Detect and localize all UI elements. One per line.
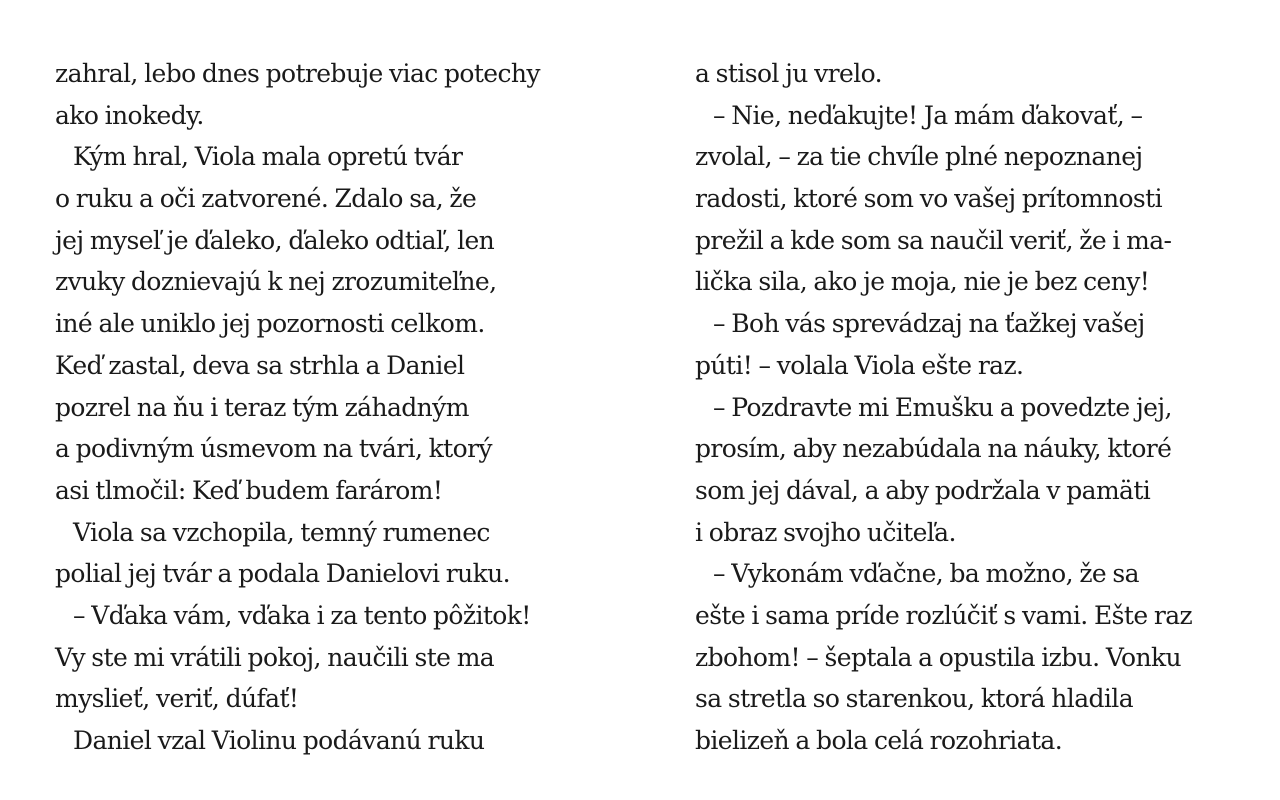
text-line: zbohom! – šeptala a opustila izbu. Vonku	[695, 642, 1182, 672]
text-line: Kým hral, Viola mala opretú tvár	[73, 142, 463, 172]
text-line: prosím, aby nezabúdala na náuky, ktoré	[695, 434, 1172, 464]
text-line: – Vykonám vďačne, ba možno, že sa	[713, 559, 1139, 589]
text-line: – Boh vás sprevádzaj na ťažkej vašej	[713, 309, 1145, 339]
right-text-column	[695, 53, 1255, 762]
text-line: ešte i sama príde rozlúčiť s vami. Ešte raz	[695, 600, 1193, 630]
text-line: lička sila, ako je moja, nie je bez ceny!	[695, 267, 1150, 297]
text-line: – Pozdravte mi Emušku a povedzte jej,	[713, 392, 1172, 422]
text-line: o ruku a oči zatvorené. Zdalo sa, že	[55, 184, 477, 214]
text-line: a stisol ju vrelo.	[695, 59, 882, 88]
text-line: Keď zastal, deva sa strhla a Daniel	[55, 350, 465, 380]
text-line: prežil a kde som sa naučil veriť, že i ma-	[695, 225, 1172, 255]
text-line: som jej dával, a aby podržala v pamäti	[695, 475, 1151, 505]
text-line: myslieť, veriť, dúfať!	[55, 684, 299, 714]
text-line: sa stretla so starenkou, ktorá hladila	[695, 684, 1133, 714]
text-line: radosti, ktoré som vo vašej prítomnosti	[695, 184, 1162, 214]
text-line: jej myseľ je ďaleko, ďaleko odtiaľ, len	[55, 225, 495, 255]
text-line: bielizeň a bola celá rozohriata.	[695, 726, 1063, 755]
text-line: ako inokedy.	[55, 100, 204, 130]
text-line: polial jej tvár a podala Danielovi ruku.	[55, 559, 510, 589]
text-line: i obraz svojho učiteľa.	[695, 517, 956, 547]
left-text-column	[55, 53, 615, 762]
text-line: púti! – volala Viola ešte raz.	[695, 350, 1024, 380]
text-line: – Vďaka vám, vďaka i za tento pôžitok!	[73, 600, 531, 630]
text-line: asi tlmočil: Keď budem farárom!	[55, 475, 443, 505]
text-line: zvolal, – za tie chvíle plné nepoznanej	[695, 142, 1143, 172]
text-line: a podivným úsmevom na tvári, ktorý	[55, 434, 492, 464]
text-line: pozrel na ňu i teraz tým záhadným	[55, 392, 469, 422]
text-line: zvuky doznievajú k nej zrozumiteľne,	[55, 267, 497, 297]
text-line: – Nie, neďakujte! Ja mám ďakovať, –	[713, 100, 1143, 130]
text-line: Daniel vzal Violinu podávanú ruku	[73, 726, 485, 755]
text-line: Vy ste mi vrátili pokoj, naučili ste ma	[55, 642, 495, 672]
text-line: Viola sa vzchopila, temný rumenec	[73, 517, 490, 547]
text-line: iné ale uniklo jej pozornosti celkom.	[55, 309, 485, 339]
text-line: zahral, lebo dnes potrebuje viac potechy	[55, 59, 540, 88]
